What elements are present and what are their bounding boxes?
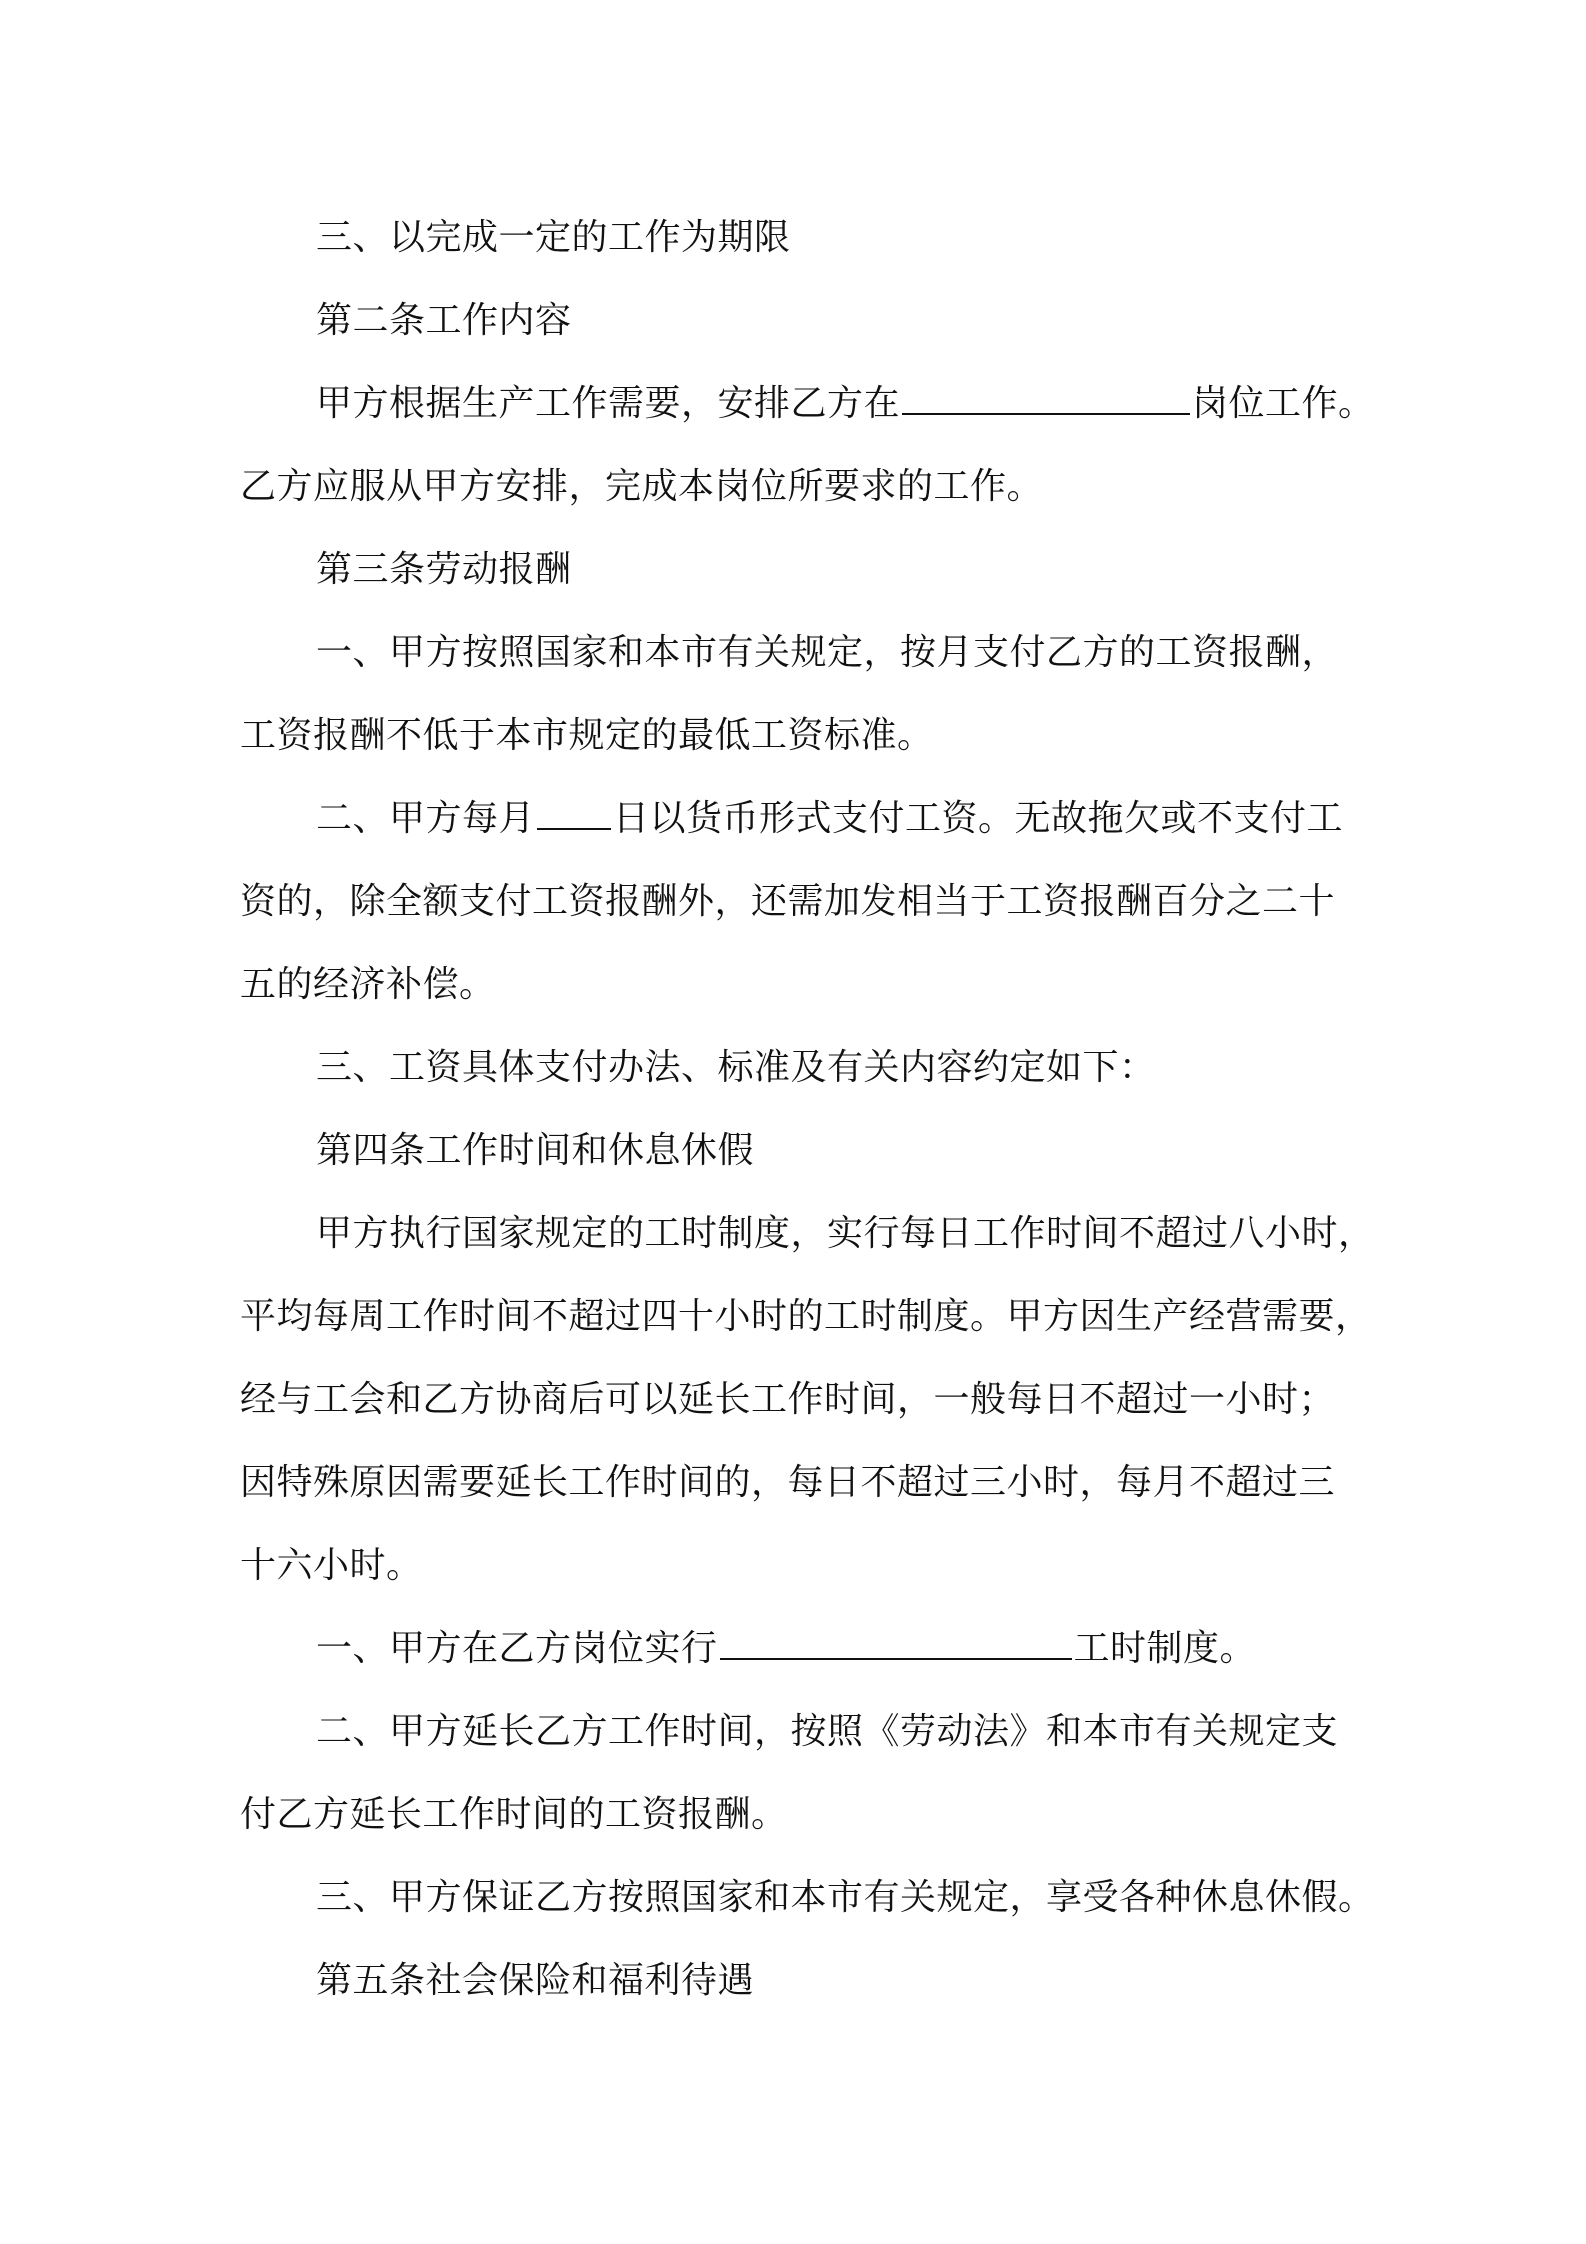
- article-4-item-2: 二、甲方延长乙方工作时间，按照《劳动法》和本市有关规定支: [316, 1711, 1339, 1752]
- article-4-item-3: 三、甲方保证乙方按照国家和本市有关规定，享受各种休息休假。: [316, 1877, 1375, 1918]
- article-3-item-2-before: 二、甲方每月: [316, 798, 536, 839]
- article-3-item-1: 一、甲方按照国家和本市有关规定，按月支付乙方的工资报酬，: [316, 632, 1339, 673]
- article-4-item-1-before: 一、甲方在乙方岗位实行: [316, 1628, 718, 1669]
- article-4-item-1: [240, 1607, 1370, 1690]
- article-4-paragraph: 甲方执行国家规定的工时制度，实行每日工作时间不超过八小时，: [316, 1213, 1375, 1254]
- article-4-item-2-cont: 付乙方延长工作时间的工资报酬。: [240, 1794, 788, 1835]
- article-3-item-2: [240, 777, 1370, 860]
- article-2-text-before: 甲方根据生产工作需要，安排乙方在: [316, 383, 901, 424]
- article-4-item-1-after: 工时制度。: [1073, 1628, 1257, 1669]
- article-3-item-2-cont-1: 资的，除全额支付工资报酬外，还需加发相当于工资报酬百分之二十: [240, 881, 1336, 922]
- article-2-paragraph-cont: 乙方应服从甲方安排，完成本岗位所要求的工作。: [240, 466, 1044, 507]
- pay-day-blank: [537, 798, 611, 830]
- hours-system-blank: [720, 1628, 1072, 1660]
- article-2-text-after: 岗位工作。: [1192, 383, 1375, 424]
- article-4-paragraph-cont-4: 十六小时。: [240, 1545, 423, 1586]
- article-4-heading: 第四条工作时间和休息休假: [316, 1130, 755, 1171]
- article-5-heading: 第五条社会保险和福利待遇: [316, 1960, 755, 2001]
- document-body: [240, 196, 1375, 2022]
- article-4-paragraph-cont-1: 平均每周工作时间不超过四十小时的工时制度。甲方因生产经营需要，: [240, 1296, 1372, 1337]
- article-3-heading: 第三条劳动报酬: [316, 549, 572, 590]
- article-2-paragraph: [240, 362, 1375, 445]
- article-3-item-1-cont: 工资报酬不低于本市规定的最低工资标准。: [240, 715, 934, 756]
- clause-term-item-3: 三、以完成一定的工作为期限: [316, 217, 791, 258]
- article-4-paragraph-cont-3: 因特殊原因需要延长工作时间的，每日不超过三小时，每月不超过三: [240, 1462, 1336, 1503]
- article-2-heading: 第二条工作内容: [316, 300, 572, 341]
- article-4-paragraph-cont-2: 经与工会和乙方协商后可以延长工作时间，一般每日不超过一小时；: [240, 1379, 1336, 1420]
- post-blank: [902, 383, 1190, 415]
- article-3-item-2-cont-2: 五的经济补偿。: [240, 964, 496, 1005]
- article-3-item-2-after: 日以货币形式支付工资。无故拖欠或不支付工: [613, 798, 1344, 839]
- article-3-item-3: 三、工资具体支付办法、标准及有关内容约定如下：: [316, 1047, 1156, 1088]
